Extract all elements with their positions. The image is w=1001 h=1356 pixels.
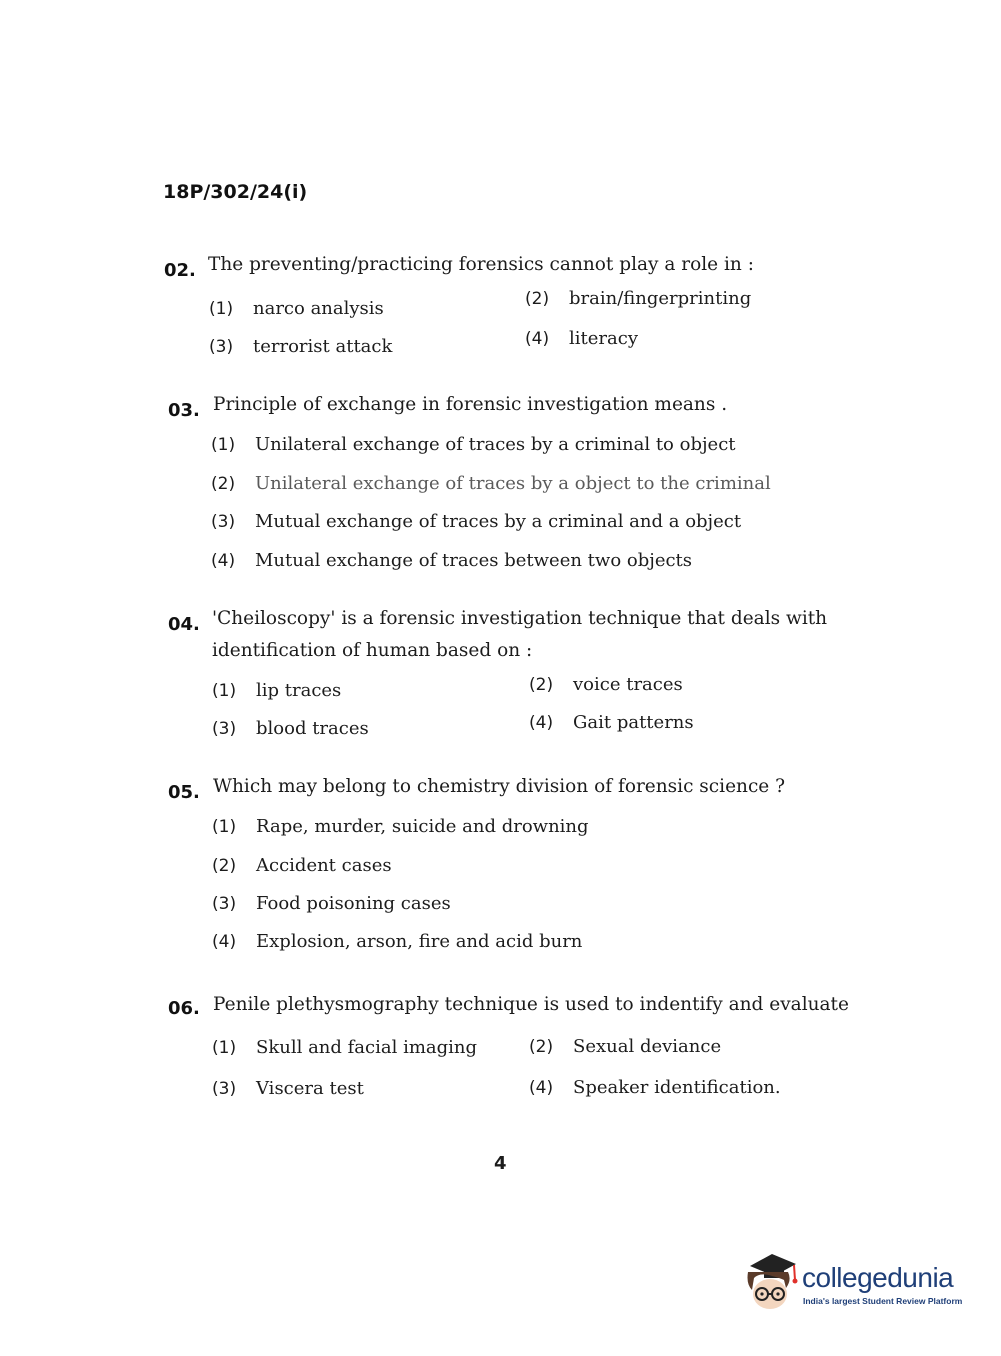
option-number: (3) [211, 512, 236, 532]
question-text: The preventing/practicing forensics cannot play a role in : [208, 254, 754, 275]
page-number: 4 [494, 1153, 507, 1174]
option [525, 328, 638, 349]
mascot-icon [742, 1250, 800, 1312]
option-text: terrorist attack [253, 336, 393, 357]
option-text: brain/fingerprinting [569, 288, 752, 309]
option-text: blood traces [256, 718, 369, 739]
option-number: (2) [212, 856, 237, 876]
option-number: (4) [529, 1078, 554, 1098]
question-text: Penile plethysmography technique is used to indentify and evaluate [213, 994, 849, 1015]
option-number: (4) [525, 329, 550, 349]
option-text: Skull and facial imaging [256, 1037, 478, 1058]
question-number: 03. [168, 400, 200, 421]
option-number: (4) [211, 551, 236, 571]
option-number: (2) [211, 474, 236, 494]
option [212, 931, 582, 952]
option [212, 816, 589, 837]
option [529, 712, 694, 733]
question-text: Which may belong to chemistry division of forensic science ? [213, 776, 786, 797]
question-number: 02. [164, 260, 196, 281]
question-number: 05. [168, 782, 200, 803]
option-number: (2) [525, 289, 550, 309]
option-text: Mutual exchange of traces between two objects [255, 550, 693, 571]
option-number: (1) [212, 817, 237, 837]
paper-code: 18P/302/24(i) [163, 181, 308, 203]
option-text: Viscera test [256, 1078, 364, 1099]
option [209, 336, 392, 357]
option-text: Rape, murder, suicide and drowning [256, 816, 589, 837]
option-number: (1) [209, 299, 234, 319]
option-text: lip traces [256, 680, 342, 701]
option-text: Speaker identification. [573, 1077, 781, 1098]
option-number: (3) [212, 1079, 237, 1099]
brand-name: collegedunia [802, 1262, 954, 1293]
option-number: (3) [212, 894, 237, 914]
option-number: (2) [529, 675, 554, 695]
option-number: (2) [529, 1037, 554, 1057]
question-text: 'Cheiloscopy' is a forensic investigation technique that deals with [212, 608, 828, 629]
option [212, 680, 341, 701]
option-number: (4) [212, 932, 237, 952]
option-number: (1) [212, 1038, 237, 1058]
option [211, 434, 736, 455]
collegedunia-logo [742, 1250, 972, 1320]
question-text: Principle of exchange in forensic investigation means . [213, 394, 728, 415]
option [212, 1037, 477, 1058]
option-number: (4) [529, 713, 554, 733]
option-text: Unilateral exchange of traces by a object to the criminal [255, 473, 771, 494]
option [525, 288, 751, 309]
option-text: Accident cases [256, 855, 392, 876]
option-text: literacy [569, 328, 638, 349]
option-text: Mutual exchange of traces by a criminal and a object [255, 511, 742, 532]
option [211, 511, 741, 532]
option [211, 473, 771, 494]
option-text: Food poisoning cases [256, 893, 451, 914]
option-text: Sexual deviance [573, 1036, 722, 1057]
option [529, 674, 683, 695]
option-number: (1) [212, 681, 237, 701]
option [212, 893, 451, 914]
option [212, 1078, 364, 1099]
option-text: Unilateral exchange of traces by a criminal to object [255, 434, 736, 455]
option-number: (3) [212, 719, 237, 739]
option-text: Explosion, arson, fire and acid burn [256, 931, 583, 952]
option-text: Gait patterns [573, 712, 694, 733]
option [529, 1036, 721, 1057]
option-number: (1) [211, 435, 236, 455]
option-text: narco analysis [253, 298, 384, 319]
option [209, 298, 384, 319]
option [529, 1077, 781, 1098]
option-number: (3) [209, 337, 234, 357]
brand-tagline: India's largest Student Review Platform [803, 1296, 963, 1306]
question-text-continued: identification of human based on : [212, 640, 533, 661]
option [212, 718, 369, 739]
question-number: 04. [168, 614, 200, 635]
option [212, 855, 392, 876]
option-text: voice traces [573, 674, 683, 695]
question-number: 06. [168, 998, 200, 1019]
option [211, 550, 692, 571]
